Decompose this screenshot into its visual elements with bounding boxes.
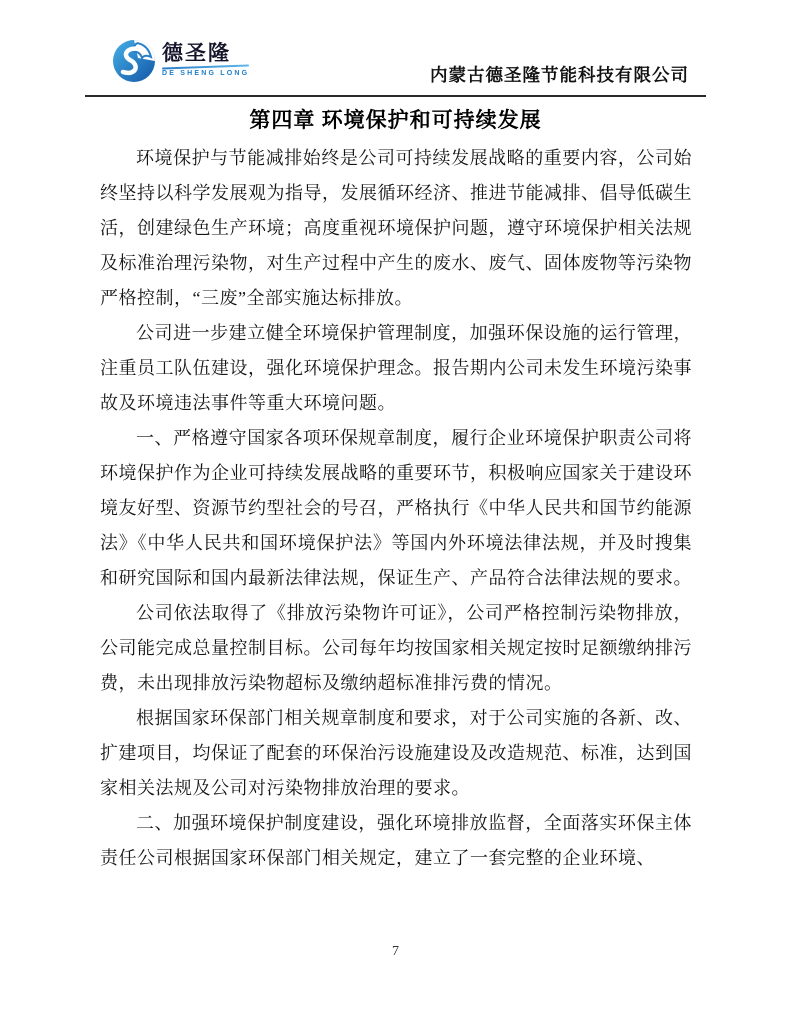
company-name: 内蒙古德圣隆节能科技有限公司: [430, 65, 689, 85]
header-divider: [85, 95, 706, 97]
paragraph: 根据国家环保部门相关规章制度和要求，对于公司实施的各新、改、扩建项目，均保证了配套的环保治污设施建设及改造规范、标准，达到国家相关法规及公司对污染物排放治理的要求。: [100, 708, 692, 798]
logo-mark-icon: [110, 36, 158, 84]
logo-swoosh-line: [162, 64, 249, 69]
page-number: 7: [392, 944, 399, 959]
logo-text: [162, 43, 249, 78]
logo-cn-text: 德圣隆: [162, 41, 231, 65]
paragraph: 环境保护与节能减排始终是公司可持续发展战略的重要内容，公司始终坚持以科学发展观为指导，发展循环经济、推进节能减排、倡导低碳生活，创建绿色生产环境；高度重视环境保护问题，遵守环境保护相关法规及标准治理污染物，对生产过程中产生的废水、废气、固体废物等污染物严格控制，“三废”全部实施达标排放。: [100, 148, 692, 308]
paragraph: 二、加强环境保护制度建设，强化环境排放监督，全面落实环保主体责任公司根据国家环保部门相关规定，建立了一套完整的企业环境、: [100, 813, 692, 868]
company-logo: [110, 36, 249, 84]
logo-en-text: DE SHENG LONG: [162, 69, 250, 77]
paragraph: 公司依法取得了《排放污染物许可证》，公司严格控制污染物排放，公司能完成总量控制目标。公司每年均按国家相关规定按时足额缴纳排污费，未出现排放污染物超标及缴纳超标准排污费的情况。: [100, 603, 692, 693]
paragraph: 一、严格遵守国家各项环保规章制度，履行企业环境保护职责公司将环境保护作为企业可持续发展战略的重要环节，积极响应国家关于建设环境友好型、资源节约型社会的号召，严格执行《中华人民共和国节约能源法》《中华人民共和国环境保护法》等国内外环境法律法规，并及时搜集和研究国际和国内最新法律法规，保证生产、产品符合法律法规的要求。: [100, 428, 692, 588]
chapter-title: 第四章 环境保护和可持续发展: [249, 108, 542, 132]
paragraph: 公司进一步建立健全环境保护管理制度，加强环保设施的运行管理，注重员工队伍建设，强化环境保护理念。报告期内公司未发生环境污染事故及环境违法事件等重大环境问题。: [100, 323, 692, 413]
document-body: [100, 141, 692, 876]
